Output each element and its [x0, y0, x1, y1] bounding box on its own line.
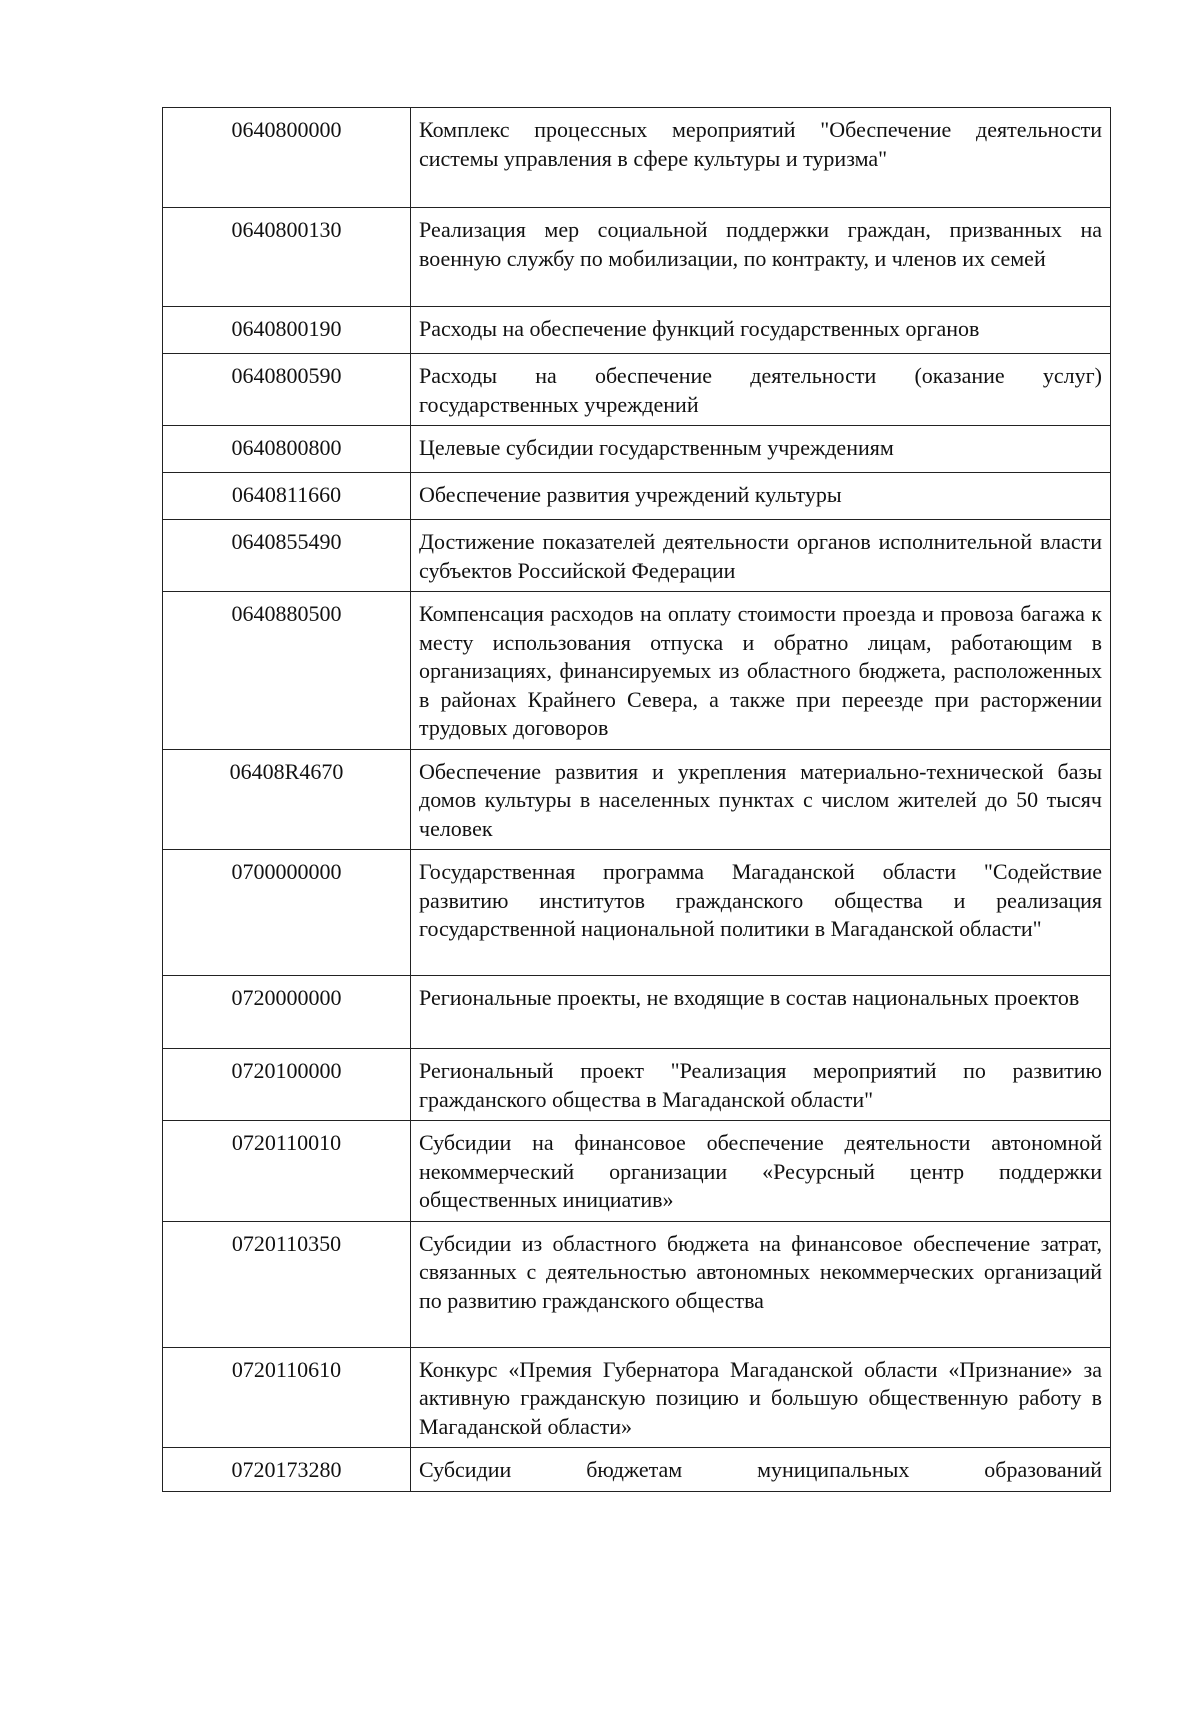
row-code: 0720110010	[163, 1121, 411, 1222]
table-row	[163, 749, 1111, 850]
row-description: Субсидии из областного бюджета на финансовое обеспечение затрат, связанных с деятельностью автономных некоммерческих организаций по развитию гражданского общества	[411, 1221, 1111, 1347]
row-code: 0720110350	[163, 1221, 411, 1347]
row-code: 0640800130	[163, 208, 411, 307]
table-row	[163, 354, 1111, 426]
table-row	[163, 592, 1111, 750]
table-row	[163, 473, 1111, 520]
row-description: Конкурс «Премия Губернатора Магаданской области «Признание» за активную гражданскую позицию и большую общественную работу в Магаданской области»	[411, 1347, 1111, 1448]
table-row	[163, 208, 1111, 307]
row-code: 0640880500	[163, 592, 411, 750]
row-code: 0640811660	[163, 473, 411, 520]
row-code: 0640855490	[163, 520, 411, 592]
row-description: Обеспечение развития и укрепления материально-технической базы домов культуры в населенных пунктах с числом жителей до 50 тысяч человек	[411, 749, 1111, 850]
row-description: Региональный проект "Реализация мероприятий по развитию гражданского общества в Магаданской области"	[411, 1049, 1111, 1121]
row-code: 0640800190	[163, 307, 411, 354]
row-code: 0720000000	[163, 976, 411, 1049]
row-description: Обеспечение развития учреждений культуры	[411, 473, 1111, 520]
row-description: Расходы на обеспечение деятельности (оказание услуг) государственных учреждений	[411, 354, 1111, 426]
table-row	[163, 850, 1111, 976]
table-row	[163, 520, 1111, 592]
table-row	[163, 307, 1111, 354]
row-description: Компенсация расходов на оплату стоимости проезда и провоза багажа к месту использования отпуска и обратно лицам, работающим в организациях, финансируемых из областного бюджета, расположенных в районах Крайнего Севера, а также при переезде при расторжении трудовых договоров	[411, 592, 1111, 750]
table-row	[163, 1221, 1111, 1347]
row-description: Целевые субсидии государственным учреждениям	[411, 426, 1111, 473]
row-description: Комплекс процессных мероприятий "Обеспечение деятельности системы управления в сфере культуры и туризма"	[411, 108, 1111, 208]
table-row	[163, 1448, 1111, 1492]
row-code: 0640800800	[163, 426, 411, 473]
row-description: Реализация мер социальной поддержки граждан, призванных на военную службу по мобилизации, по контракту, и членов их семей	[411, 208, 1111, 307]
row-description: Достижение показателей деятельности органов исполнительной власти субъектов Российской Федерации	[411, 520, 1111, 592]
row-description: Региональные проекты, не входящие в состав национальных проектов	[411, 976, 1111, 1049]
row-description: Расходы на обеспечение функций государственных органов	[411, 307, 1111, 354]
row-code: 0700000000	[163, 850, 411, 976]
row-code: 0720110610	[163, 1347, 411, 1448]
row-description: Субсидии бюджетам муниципальных образований	[411, 1448, 1111, 1492]
table-row	[163, 426, 1111, 473]
budget-code-table	[162, 107, 1111, 1492]
table-row	[163, 1049, 1111, 1121]
table-row	[163, 976, 1111, 1049]
row-code: 0720100000	[163, 1049, 411, 1121]
row-code: 0640800590	[163, 354, 411, 426]
row-description: Субсидии на финансовое обеспечение деятельности автономной некоммерческий организации «Ресурсный центр поддержки общественных инициатив»	[411, 1121, 1111, 1222]
row-code: 06408R4670	[163, 749, 411, 850]
row-code: 0640800000	[163, 108, 411, 208]
table-row	[163, 1121, 1111, 1222]
table-row	[163, 1347, 1111, 1448]
row-code: 0720173280	[163, 1448, 411, 1492]
table-row	[163, 108, 1111, 208]
row-description: Государственная программа Магаданской области "Содействие развитию институтов гражданского общества и реализация государственной национальной политики в Магаданской области"	[411, 850, 1111, 976]
